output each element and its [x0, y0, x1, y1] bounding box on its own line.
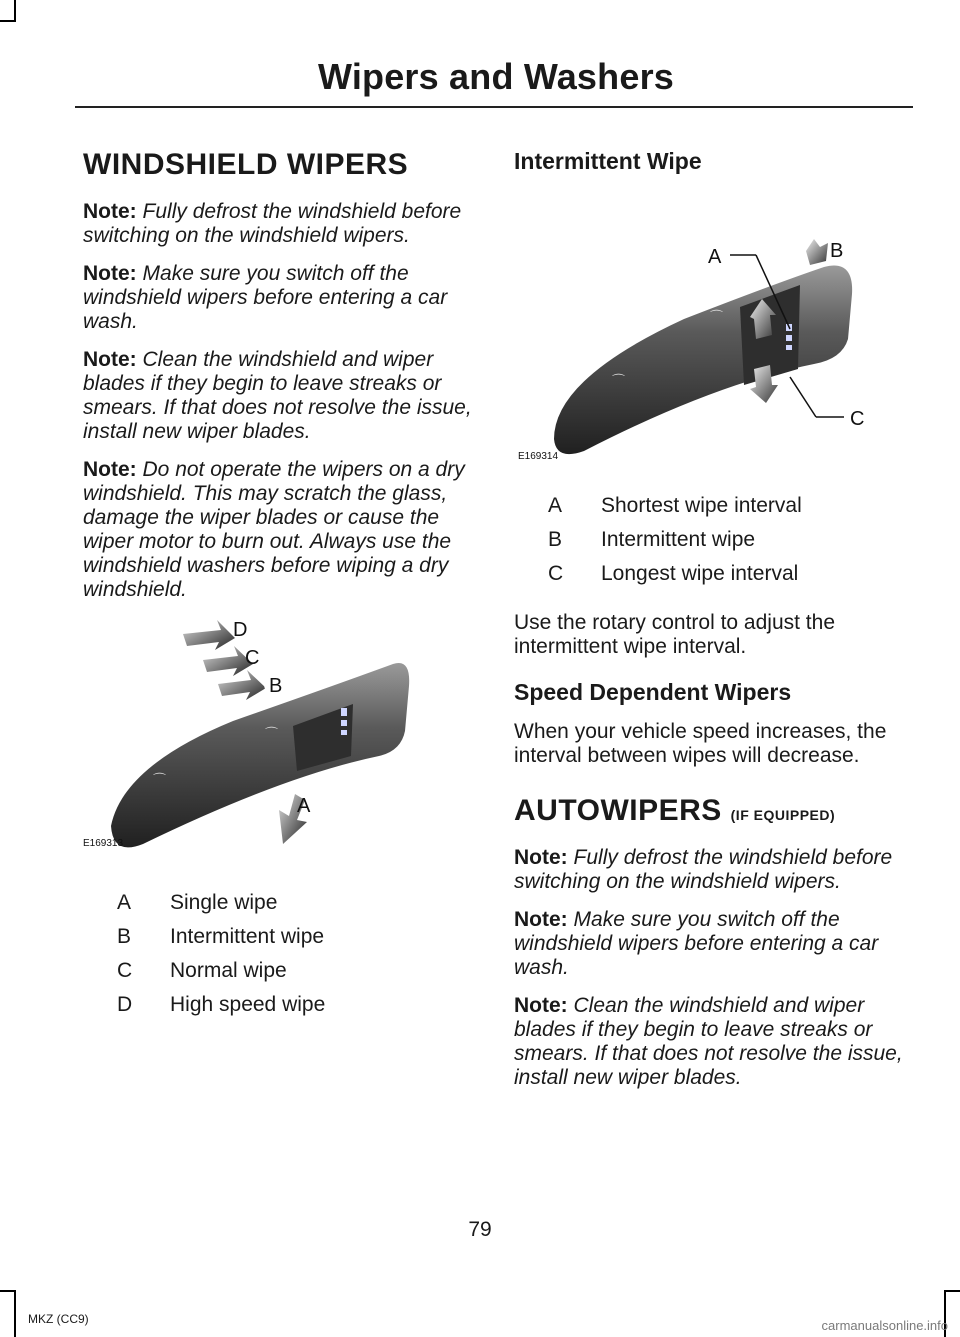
figure-code: E169313	[83, 838, 124, 849]
rotary-paragraph: Use the rotary control to adjust the intermittent wipe interval.	[514, 611, 835, 658]
legend-text: High speed wipe	[170, 993, 326, 1016]
legend-table	[548, 489, 802, 591]
legend-key: A	[117, 891, 132, 914]
interval-mark	[786, 335, 792, 341]
note	[514, 908, 914, 980]
interval-mark	[341, 708, 347, 716]
rotary-control-figure	[514, 189, 914, 469]
legend-text: Longest wipe interval	[601, 562, 799, 585]
note-text: Fully defrost the windshield before switching on the windshield wipers.	[83, 200, 462, 247]
interval-mark	[341, 720, 347, 726]
note-label: Note:	[514, 846, 568, 869]
wiper-lever-figure	[83, 616, 483, 866]
page-header-title: Wipers and Washers	[317, 56, 674, 97]
speed-paragraph: When your vehicle speed increases, the interval between wipes will decrease.	[514, 720, 887, 767]
note	[83, 458, 483, 602]
legend-key: B	[548, 528, 563, 551]
wiper-symbol-icon: ⌒	[265, 727, 279, 742]
note-text: Do not operate the wipers on a dry windshield. This may scratch the glass, damage the wiper blades or cause the wiper motor to burn out. Always use the windshield washers before wiping a dry windshield.	[83, 458, 465, 601]
arrow-d-icon	[183, 620, 235, 650]
legend-text: Single wipe	[170, 891, 278, 914]
crop-mark	[14, 1290, 16, 1337]
callout-b: B	[830, 240, 844, 262]
note	[83, 262, 483, 334]
note-label: Note:	[514, 994, 568, 1017]
legend-text: Shortest wipe interval	[601, 494, 802, 517]
crop-mark	[0, 20, 16, 22]
note-text: Fully defrost the windshield before switching on the windshield wipers.	[514, 846, 893, 893]
wiper-symbol-icon: ⌒	[612, 374, 626, 389]
note-text: Clean the windshield and wiper blades if they begin to leave streaks or smears. If that does not resolve the issue, install new wiper blades.	[83, 348, 472, 443]
legend-row	[548, 557, 802, 591]
note-label: Note:	[83, 348, 137, 371]
autowipers-heading: AUTOWIPERS	[514, 794, 722, 827]
legend-text: Intermittent wipe	[170, 925, 325, 948]
section-heading	[514, 794, 914, 828]
note-label: Note:	[83, 262, 137, 285]
legend-row	[548, 523, 802, 557]
note-label: Note:	[514, 908, 568, 931]
figure-code: E169314	[518, 451, 559, 462]
legend-text: Normal wipe	[170, 959, 287, 982]
subsection-heading: Intermittent Wipe	[514, 148, 702, 174]
callout-a: A	[297, 795, 311, 817]
arrow-b-icon	[806, 239, 828, 265]
left-column	[83, 148, 483, 1042]
crop-mark	[0, 1290, 16, 1292]
callout-c: C	[245, 647, 260, 669]
legend-row	[548, 489, 802, 523]
legend-row	[117, 886, 325, 920]
watermark: carmanualsonline.info	[821, 1318, 948, 1333]
if-equipped-label: (IF EQUIPPED)	[730, 807, 836, 823]
right-column	[514, 148, 914, 1104]
legend-key: C	[548, 562, 564, 585]
subsection-heading: Speed Dependent Wipers	[514, 679, 792, 705]
legend-key: B	[117, 925, 132, 948]
wiper-lever-illustration	[83, 616, 483, 866]
page-number: 79	[468, 1218, 492, 1241]
leader-line	[790, 377, 816, 417]
rotary-control-illustration	[514, 189, 914, 469]
note-text: Make sure you switch off the windshield wipers before entering a car wash.	[83, 262, 448, 333]
note-text: Make sure you switch off the windshield wipers before entering a car wash.	[514, 908, 879, 979]
note	[514, 994, 914, 1090]
legend-key: A	[548, 494, 563, 517]
note	[514, 846, 914, 894]
legend-text: Intermittent wipe	[601, 528, 756, 551]
legend-row	[117, 988, 325, 1022]
crop-mark	[14, 0, 16, 22]
note	[83, 200, 483, 248]
header-rule	[75, 106, 913, 108]
interval-mark	[341, 730, 347, 735]
crop-mark	[944, 1290, 960, 1292]
legend-key: C	[117, 959, 133, 982]
note-label: Note:	[83, 458, 137, 481]
callout-b: B	[269, 675, 283, 697]
legend-table	[117, 886, 325, 1022]
note-label: Note:	[83, 200, 137, 223]
legend-row	[117, 954, 325, 988]
arrow-b-icon	[218, 670, 266, 700]
callout-c: C	[850, 408, 865, 430]
callout-a: A	[708, 246, 722, 268]
model-label: MKZ (CC9)	[28, 1312, 89, 1326]
wiper-symbol-icon: ⌒	[153, 773, 167, 788]
callout-d: D	[233, 619, 248, 641]
section-heading: WINDSHIELD WIPERS	[83, 148, 409, 181]
note-text: Clean the windshield and wiper blades if they begin to leave streaks or smears. If that does not resolve the issue, install new wiper blades.	[514, 994, 903, 1089]
legend-key: D	[117, 993, 133, 1016]
legend-row	[117, 920, 325, 954]
note	[83, 348, 483, 444]
interval-mark	[786, 345, 792, 350]
wiper-symbol-icon: ⌒	[710, 310, 724, 325]
lever-body	[554, 266, 852, 455]
